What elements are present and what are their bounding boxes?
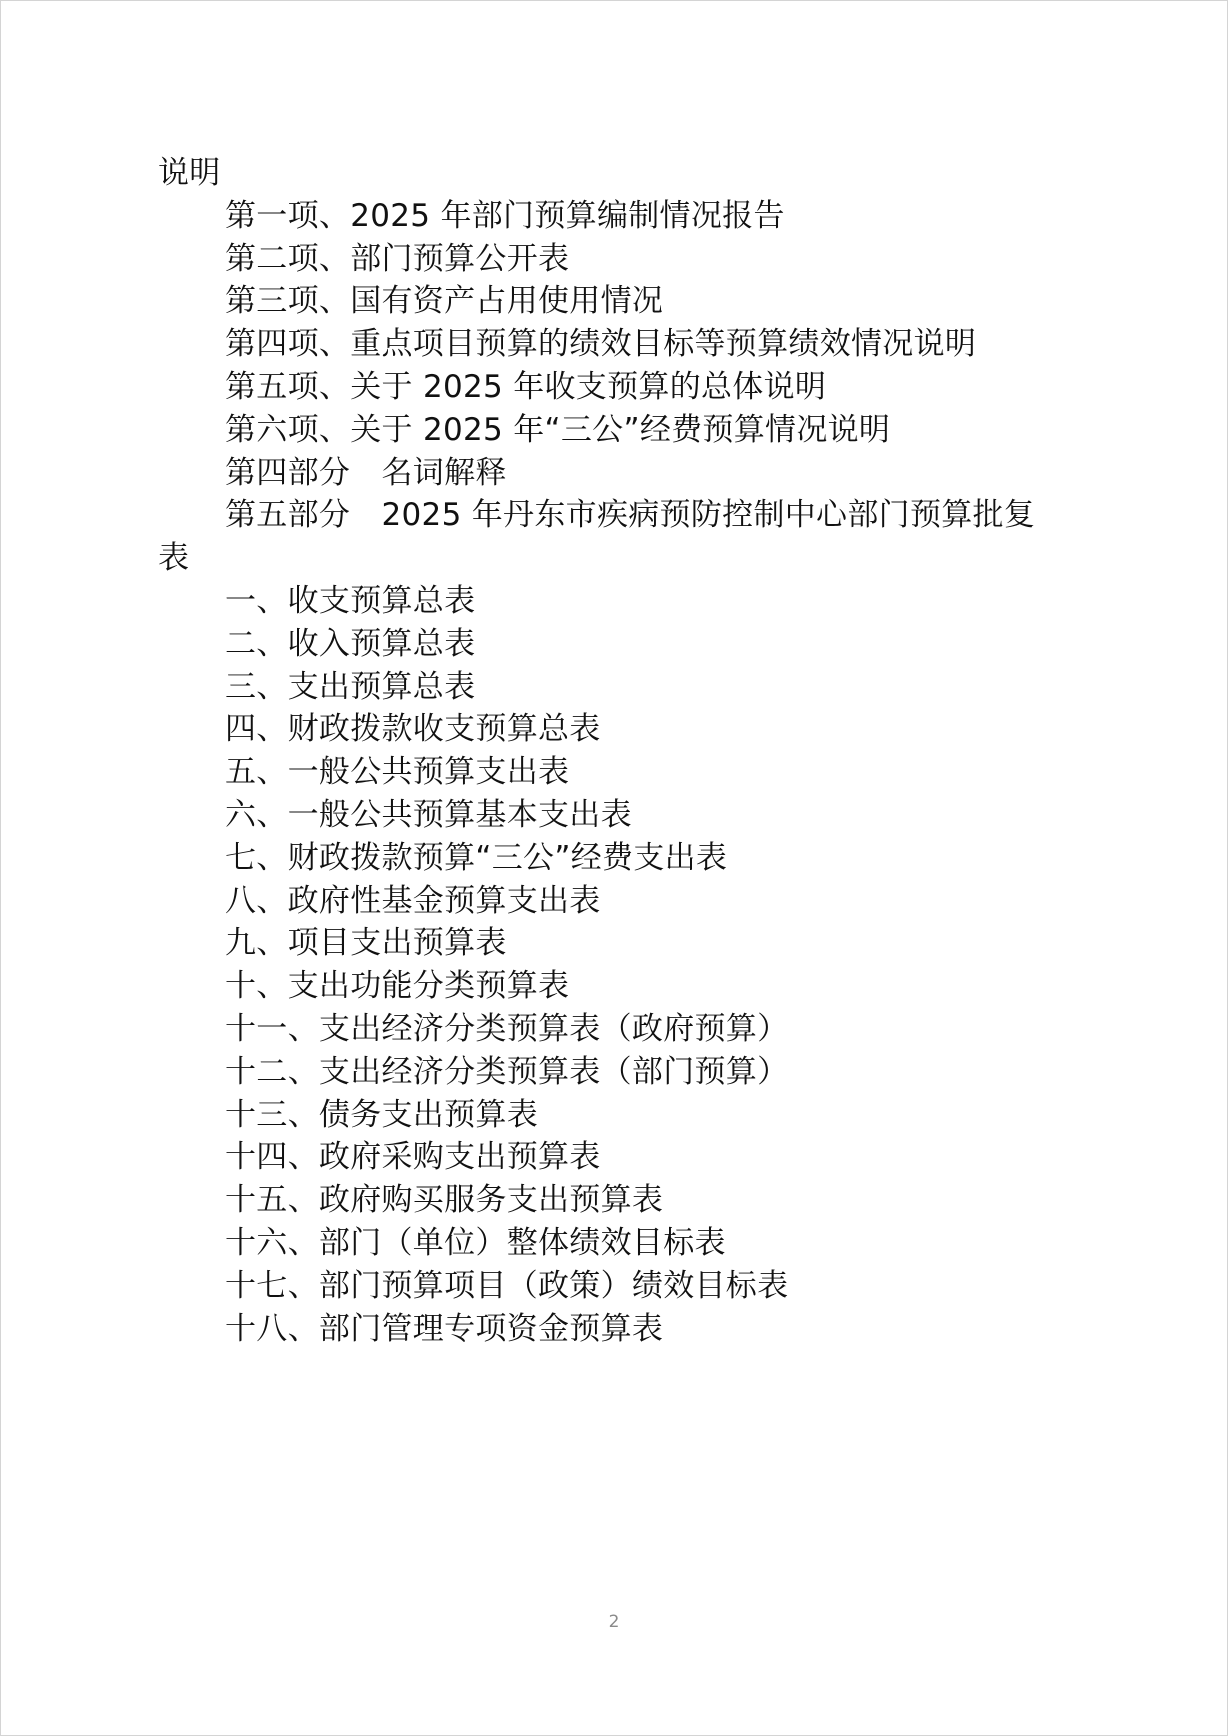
toc-line: 七、财政拨款预算“三公”经费支出表 bbox=[225, 839, 728, 876]
table-of-contents bbox=[158, 152, 1078, 1350]
toc-line: 一、收支预算总表 bbox=[225, 582, 476, 619]
toc-line: 十一、支出经济分类预算表（政府预算） bbox=[225, 1010, 789, 1047]
toc-line: 二、收入预算总表 bbox=[225, 625, 476, 662]
toc-line: 十五、政府购买服务支出预算表 bbox=[225, 1182, 664, 1219]
toc-line: 十八、部门管理专项资金预算表 bbox=[225, 1310, 664, 1347]
toc-line: 六、一般公共预算基本支出表 bbox=[225, 796, 632, 833]
toc-line: 说明 bbox=[158, 155, 221, 191]
toc-line: 第六项、关于 2025 年“三公”经费预算情况说明 bbox=[225, 411, 891, 448]
toc-line: 十、支出功能分类预算表 bbox=[225, 968, 570, 1005]
toc-line: 第二项、部门预算公开表 bbox=[225, 240, 570, 277]
toc-line: 五、一般公共预算支出表 bbox=[225, 754, 570, 791]
toc-line: 第三项、国有资产占用使用情况 bbox=[225, 283, 664, 320]
toc-line: 九、项目支出预算表 bbox=[225, 925, 507, 962]
toc-line: 十七、部门预算项目（政策）绩效目标表 bbox=[225, 1267, 789, 1304]
toc-line: 十三、债务支出预算表 bbox=[225, 1096, 538, 1133]
toc-line: 十四、政府采购支出预算表 bbox=[225, 1139, 601, 1176]
toc-line: 八、政府性基金预算支出表 bbox=[225, 882, 601, 919]
toc-line: 第五部分 2025 年丹东市疾病预防控制中心部门预算批复 bbox=[225, 497, 1036, 534]
toc-line: 第一项、2025 年部门预算编制情况报告 bbox=[225, 197, 785, 234]
toc-line: 四、财政拨款收支预算总表 bbox=[225, 711, 601, 748]
toc-line: 三、支出预算总表 bbox=[225, 668, 476, 705]
toc-line: 十二、支出经济分类预算表（部门预算） bbox=[225, 1053, 789, 1090]
toc-line: 第四项、重点项目预算的绩效目标等预算绩效情况说明 bbox=[225, 326, 977, 363]
toc-line: 十六、部门（单位）整体绩效目标表 bbox=[225, 1224, 726, 1261]
toc-line: 第四部分 名词解释 bbox=[225, 454, 507, 491]
toc-line: 第五项、关于 2025 年收支预算的总体说明 bbox=[225, 368, 827, 405]
page-number: 2 bbox=[608, 1612, 620, 1632]
toc-line: 表 bbox=[158, 540, 190, 577]
